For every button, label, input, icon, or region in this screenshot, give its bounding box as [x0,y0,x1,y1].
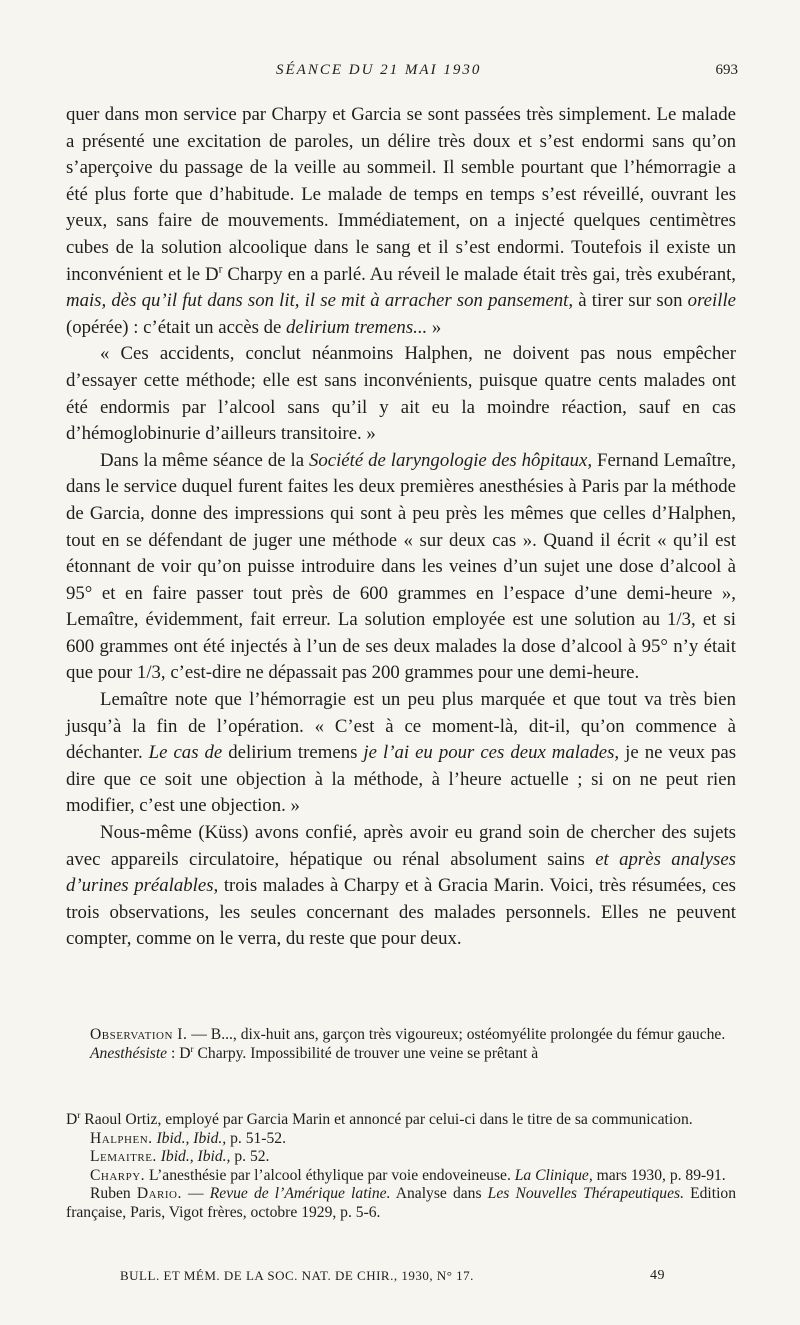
text-run: trois malades à Charpy et à Gracia Marin. Voici, très résumées, ces trois observations, les seules concernant des malades personnels. Elles ne peuvent compter, comme on le verra, du reste que pour deux. [66,875,736,950]
text-run: Analyse dans [390,1185,488,1203]
footnote-1 [66,1111,736,1130]
paragraph-2: « Ces accidents, conclut néanmoins Halphen, ne doivent pas nous empêcher d’essayer cette méthode; elle est sans inconvénients, puisque quatre cents malades ont été endormis par l’alcool sans qu’il y ait eu la moindre réaction, sauf en cas d’hémoglobinurie d’ailleurs transitoire. » [66,343,736,445]
page-number: 693 [715,62,738,78]
author-name: Halphen. [90,1129,153,1147]
text-run: je ne veux pas dire que ce soit une objection à la méthode, à l’heure actuelle ; si on ne peut rien modifier, c’est une objection. » [66,742,737,817]
text-run: p. 51-52. [226,1129,286,1147]
text-run: L’anesthésie par l’alcool éthylique par voie endoveineuse. [145,1166,515,1184]
text-run: Lemaître note que l’hémorragie est un peu plus marquée et que tout va très bien jusqu’à la fin de l’opération. « C’est à ce moment-là, dit-il, qu’on commence à déchanter. [66,689,736,764]
text-run: — [181,1185,210,1203]
page-footer [120,1268,665,1284]
italic-run: je l’ai eu pour ces deux malades, [363,742,620,764]
footnote-4 [66,1167,736,1186]
text-run: D [66,1111,78,1128]
text-run: à tirer sur son [573,290,688,312]
author-name: Lemaitre. [90,1148,157,1166]
author-name: Dario. [136,1185,182,1203]
italic-run: Ibid., Ibid., [156,1148,231,1166]
text-run: Edition française, Paris, Vigot frères, octobre 1929, p. 5-6. [66,1185,737,1221]
text-run: Raoul Ortiz, employé par Garcia Marin et annoncé par celui-ci dans le titre de sa communication. [80,1111,693,1128]
paragraph-1 [66,102,736,341]
italic-run: Anesthésiste [90,1044,168,1062]
paragraph-5 [66,820,736,953]
italic-run: Les Nouvelles Thérapeutiques. [487,1185,684,1203]
superscript: r [190,1044,194,1055]
italic-run: Le cas de [148,742,223,764]
text-run: Nous-même (Küss) avons confié, après avoir eu grand soin de chercher des sujets avec appareils circulatoire, hépatique ou rénal absolument sains [66,822,736,870]
footnotes [66,1111,736,1223]
observation-heading [66,1026,736,1045]
text-run: Charpy en a parlé. Au réveil le malade était très gai, très exubérant, [222,263,737,285]
footnote-3 [66,1148,736,1167]
text-run: Fernand Lemaître, dans le service duquel furent faites les deux premières anesthésies à Paris par la méthode de Garcia, donne des impressions qui sont à peu près les mêmes que celles d’Halphen, tout en se défendant de juger une méthode « sur deux cas ». Quand il écrit « qu’il est étonnant de voir qu’on puisse introduire dans les veines d’un sujet une dose d’alcool à 95° et en faire passer tout près de 600 grammes en l’espace d’une demi-heure », Lemaître, évidemment, fait erreur. La solution employée est une solution au 1/3, et si 600 grammes ont été injectés à l’un de ses deux malades la dose d’alcool à 95° n’y était que pour 1/3, c’est-dire ne dépassait pas 200 grammes pour une demi-heure. [66,449,736,684]
observation-label: Observation I. [90,1026,188,1043]
italic-run: Revue de l’Amérique latine. [209,1185,391,1203]
text-run: Dans la même séance de la [100,449,309,471]
italic-run: mais, dès qu’il fut dans son lit, il se mit à arracher son pansement, [66,290,574,312]
superscript: r [77,1110,81,1121]
text-run: » [427,316,442,338]
journal-reference: BULL. ET MÉM. DE LA SOC. NAT. DE CHIR., 1930, N° 17. [120,1268,474,1283]
paragraph-3 [66,448,736,687]
paragraph-4 [66,687,736,820]
main-text [66,102,736,953]
text-run: p. 52. [230,1148,270,1166]
italic-run: Société de laryngologie des hôpitaux, [308,449,593,471]
text-run: quer dans mon service par Charpy et Garcia se sont passées très simplement. Le malade a présenté une excitation de paroles, un délire très doux et s’est endormi sans qu’on s’aperçoive du passage de la veille au sommeil. Il semble pourtant que l’hémorragie a été plus forte que d’habitude. Le malade de temps en temps s’est réveillé, ouvrant les yeux, sans faire de mouvements. Immédiatement, on a injecté quelques centimètres cubes de la solution alcoolique dans le sang et il s’est endormi. Toutefois il existe un inconvénient et le D [66,104,736,285]
footnote-5 [66,1185,736,1222]
page-header [66,62,738,84]
footnote-2 [66,1130,736,1149]
text-run: Charpy. Impossibilité de trouver une veine se prêtant à [193,1044,539,1062]
text-run: mars 1930, p. 89-91. [592,1166,726,1184]
text-run: : D [167,1044,191,1062]
anesthesist-line [66,1045,736,1064]
italic-run: oreille [687,290,737,312]
italic-run: La Clinique, [514,1166,593,1184]
italic-run: delirium tremens... [286,316,428,338]
text-run: — B..., dix-huit ans, garçon très vigoureux; ostéomyélite prolongée du fémur gauche. [187,1026,726,1043]
running-title: SÉANCE DU 21 MAI 1930 [276,62,482,78]
italic-run: Ibid., Ibid., [152,1129,227,1147]
text-run: (opérée) : c’était un accès de [66,316,287,338]
observation-block [66,1026,736,1063]
author-name: Charpy. [90,1166,146,1184]
text-run: Ruben [90,1185,137,1203]
signature-number: 49 [650,1268,665,1283]
italic-run: et après analyses d’urines préalables, [66,848,736,897]
superscript: r [218,263,223,276]
text-run: delirium tremens [222,742,364,764]
